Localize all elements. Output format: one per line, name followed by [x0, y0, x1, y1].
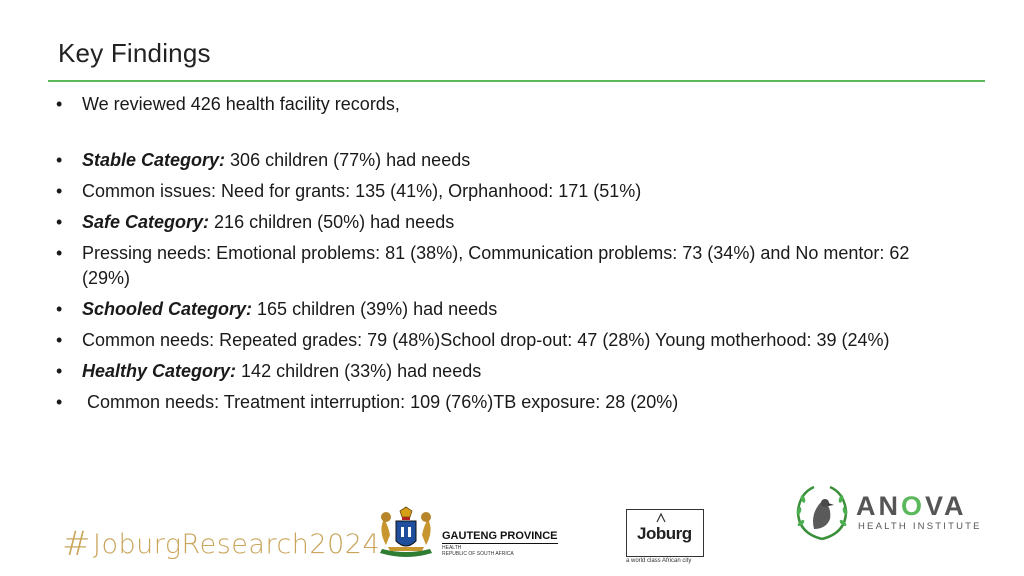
title-divider	[48, 80, 985, 82]
list-item	[56, 179, 956, 204]
bullet-text: We reviewed 426 health facility records,	[82, 94, 400, 114]
slide-title: Key Findings	[58, 38, 211, 68]
gauteng-country: REPUBLIC OF SOUTH AFRICA	[442, 551, 514, 557]
bullet-text: 142 children (33%) had needs	[236, 361, 482, 381]
category-label: Healthy Category:	[82, 361, 237, 381]
anova-logo	[792, 483, 982, 543]
list-item	[56, 92, 956, 117]
bullet-text: Common issues: Need for grants: 135 (41%), Orphanhood: 171 (51%)	[82, 181, 642, 201]
category-label: Stable Category:	[82, 150, 226, 170]
category-label: Schooled Category:	[82, 299, 253, 319]
bullet-text: Common needs: Treatment interruption: 109 (76%)TB exposure: 28 (20%)	[87, 392, 679, 412]
bird-wreath-icon	[792, 483, 852, 543]
joburg-logo	[624, 507, 714, 567]
anova-wordmark: ANOVA	[856, 491, 967, 521]
gauteng-province-logo	[372, 505, 562, 563]
anova-subtitle: HEALTH INSTITUTE	[858, 521, 982, 532]
category-label: Safe Category:	[82, 212, 210, 232]
list-item	[56, 148, 956, 173]
bullet-text: 306 children (77%) had needs	[225, 150, 471, 170]
bullet-text: 216 children (50%) had needs	[209, 212, 455, 232]
bullet-text: Common needs: Repeated grades: 79 (48%)School drop-out: 47 (28%) Young motherhood: 39 (24%)	[82, 330, 890, 350]
list-item	[56, 210, 956, 235]
list-item	[56, 359, 956, 384]
coat-of-arms-icon	[372, 505, 440, 563]
list-item	[56, 241, 956, 291]
hashtag-text: JoburgResearch2024	[93, 529, 381, 560]
gauteng-dept: HEALTH	[442, 545, 462, 551]
findings-list	[56, 92, 956, 421]
gauteng-province-name: GAUTENG PROVINCE	[442, 530, 558, 542]
list-item	[56, 328, 956, 353]
list-item	[56, 390, 956, 415]
bullet-text: 165 children (39%) had needs	[252, 299, 498, 319]
joburg-tagline: a world class African city	[626, 558, 692, 564]
list-item	[56, 297, 956, 322]
hash-symbol: #	[62, 524, 91, 564]
hashtag-logo	[62, 524, 380, 564]
joburg-logo-frame	[626, 509, 704, 557]
joburg-wordmark: Joburg	[637, 524, 692, 543]
bullet-text: Pressing needs: Emotional problems: 81 (38%), Communication problems: 73 (34%) and No mentor: 62 (29%)	[82, 243, 910, 288]
